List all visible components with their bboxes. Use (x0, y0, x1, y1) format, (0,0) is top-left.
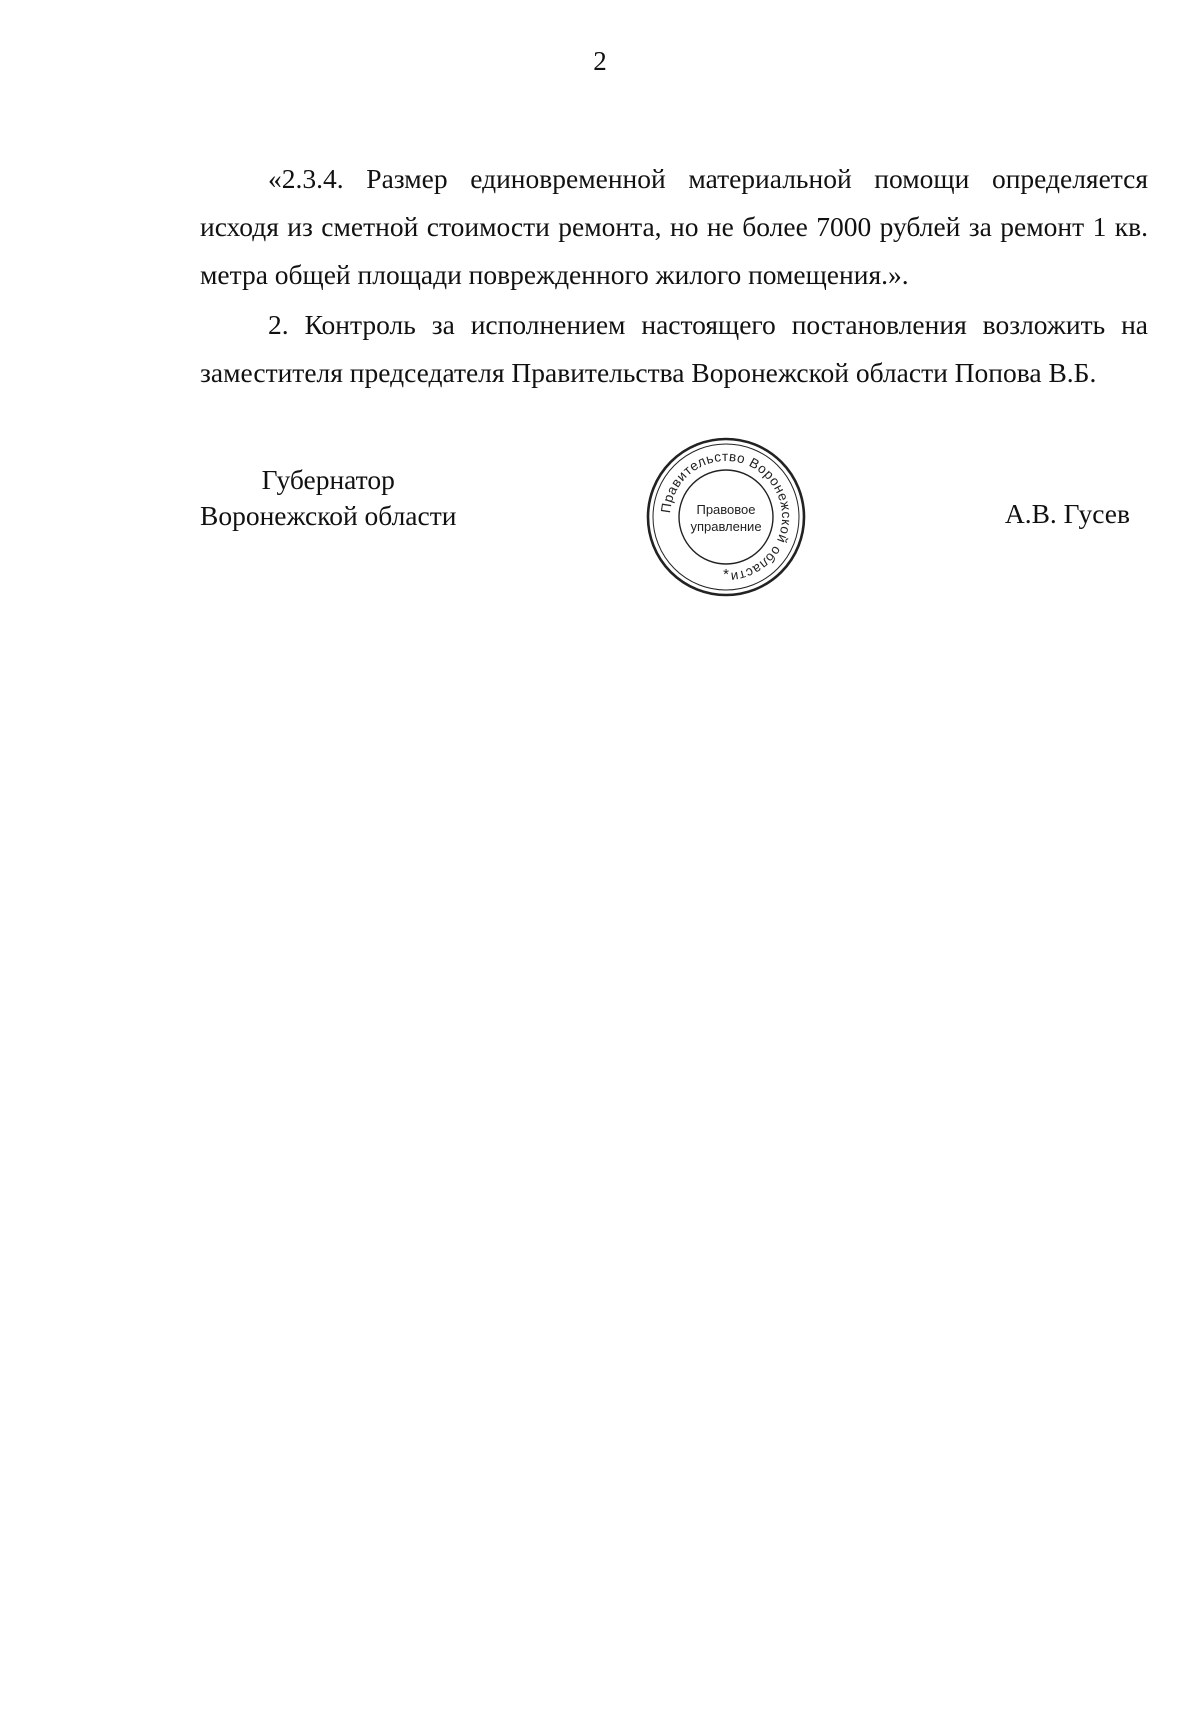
stamp-center-line1: Правовое (696, 502, 756, 517)
signatory-title (200, 462, 456, 534)
stamp-center-line2: управление (690, 519, 762, 534)
stamp-center-ring (679, 470, 773, 564)
paragraph-control: 2. Контроль за исполнением настоящего постановления возложить на заместителя председателя Правительства Воронежской области Попова В.Б. (200, 309, 1148, 388)
signatory-title-line1: Губернатор (261, 464, 395, 495)
stamp-ring-text: Правительство Воронежской области (658, 448, 795, 585)
official-stamp (645, 436, 807, 598)
page-number: 2 (593, 46, 607, 76)
signatory-title-line2: Воронежской области (200, 500, 457, 531)
signatory-name: А.В. Гусев (1004, 498, 1130, 529)
paragraph-amendment: «2.3.4. Размер единовременной материальной помощи определяется исходя из сметной стоимости ремонта, но не более 7000 рублей за ремонт 1 кв. метра общей площади поврежденного жилого помещения.». (200, 163, 1148, 290)
document-body (200, 155, 1148, 397)
stamp-star-icon: * (723, 566, 729, 583)
